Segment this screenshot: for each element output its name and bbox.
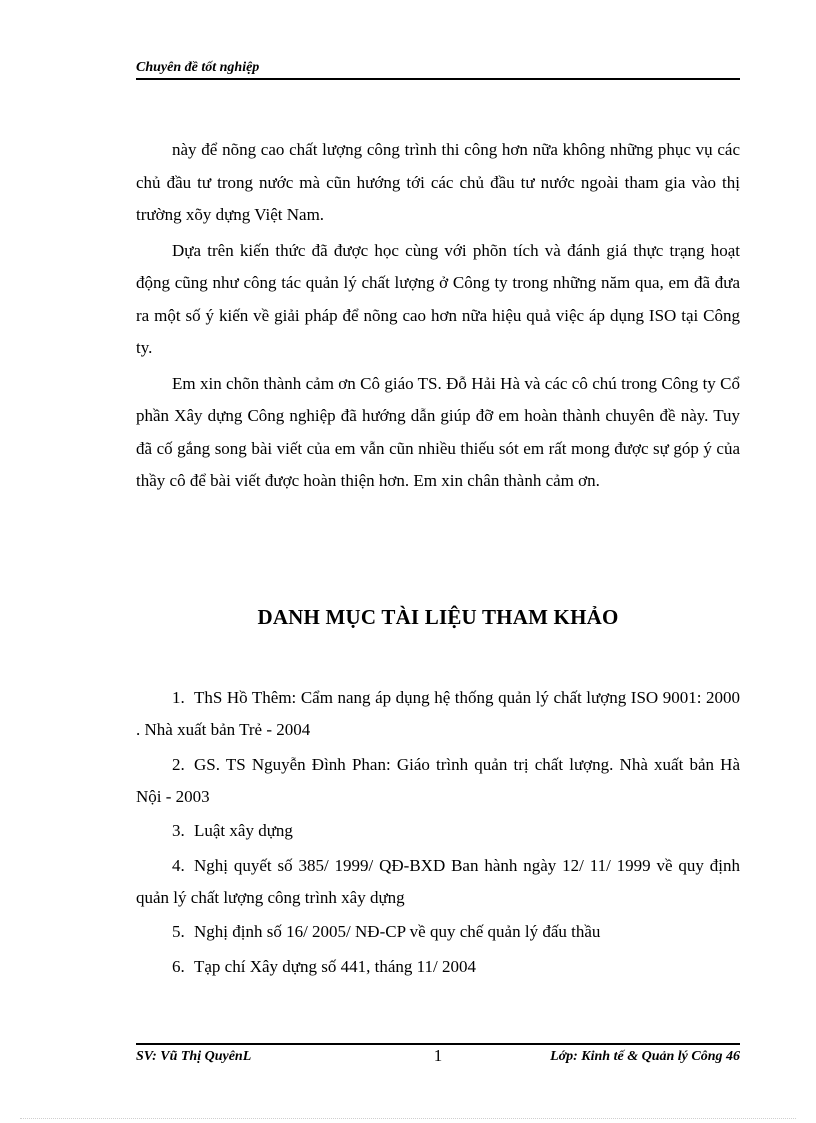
footer-class: Lớp: Kinh tế & Quản lý Công 46 <box>550 1049 740 1064</box>
reference-item <box>136 682 740 746</box>
footer-student: SV: Vũ Thị QuyênL <box>136 1049 252 1064</box>
reference-item <box>136 850 740 914</box>
reference-number: 2. <box>172 754 185 774</box>
reference-number: 1. <box>172 688 185 707</box>
references-heading: DANH MỤC TÀI LIỆU THAM KHẢO <box>257 605 619 629</box>
paragraph: này để nõng cao chất lượng công trình thi công hơn nữa không những phục vụ các chủ đầu tư trong nước mà cũn hướng tới các chủ đầu tư nước ngoài tham gia vào thị trường xõy dựng Việt Nam. <box>136 140 740 224</box>
reference-number: 6. <box>172 956 185 976</box>
reference-number: 4. <box>172 855 185 875</box>
reference-number: 5. <box>172 922 185 941</box>
reference-text: Tạp chí Xây dựng số 441, tháng 11/ 2004 <box>194 956 476 976</box>
reference-text: GS. TS Nguyễn Đình Phan: Giáo trình quản trị chất lượng. Nhà xuất bản Hà Nội - 2003 <box>136 754 740 806</box>
reference-item <box>136 749 740 813</box>
page-number: 1 <box>433 1046 443 1065</box>
paragraph: Em xin chõn thành cảm ơn Cô giáo TS. Đỗ Hải Hà và các cô chú trong Công ty Cổ phần Xây dựng Công nghiệp đã hướng dẫn giúp đỡ em hoàn thành chuyên đề này. Tuy đã cố gắng song bài viết của em vẫn cũn nhiều thiếu sót em rất mong được sự góp ý của thầy cô để bài viết được hoàn thiện hơn. Em xin chân thành cảm ơn. <box>136 373 740 490</box>
references-list <box>136 682 740 985</box>
header-title: Chuyên đề tốt nghiệp <box>136 60 260 75</box>
reference-text: ThS Hồ Thêm: Cẩm nang áp dụng hệ thống quản lý chất lượng ISO 9001: 2000 . Nhà xuất bản Trẻ - 2004 <box>136 688 740 739</box>
page-edge-divider <box>20 1118 796 1119</box>
reference-item <box>136 951 740 983</box>
page-header <box>136 58 740 80</box>
reference-item <box>136 815 740 847</box>
body-text <box>136 134 740 498</box>
paragraph: Dựa trên kiến thức đã được học cùng với phõn tích và đánh giá thực trạng hoạt động cũng như công tác quản lý chất lượng ở Công ty trong những năm qua, em đã đưa ra một số ý kiến về giải pháp để nõng cao hơn nữa hiệu quả việc áp dụng ISO tại Công ty. <box>136 240 740 357</box>
reference-text: Nghị định số 16/ 2005/ NĐ-CP về quy chế quản lý đấu thầu <box>194 922 601 941</box>
reference-text: Nghị quyết số 385/ 1999/ QĐ-BXD Ban hành ngày 12/ 11/ 1999 về quy định quản lý chất lượng công trình xây dựng <box>136 855 740 907</box>
reference-text: Luật xây dựng <box>194 821 293 840</box>
reference-item <box>136 916 740 948</box>
reference-number: 3. <box>172 821 185 840</box>
page-footer <box>136 1043 740 1067</box>
